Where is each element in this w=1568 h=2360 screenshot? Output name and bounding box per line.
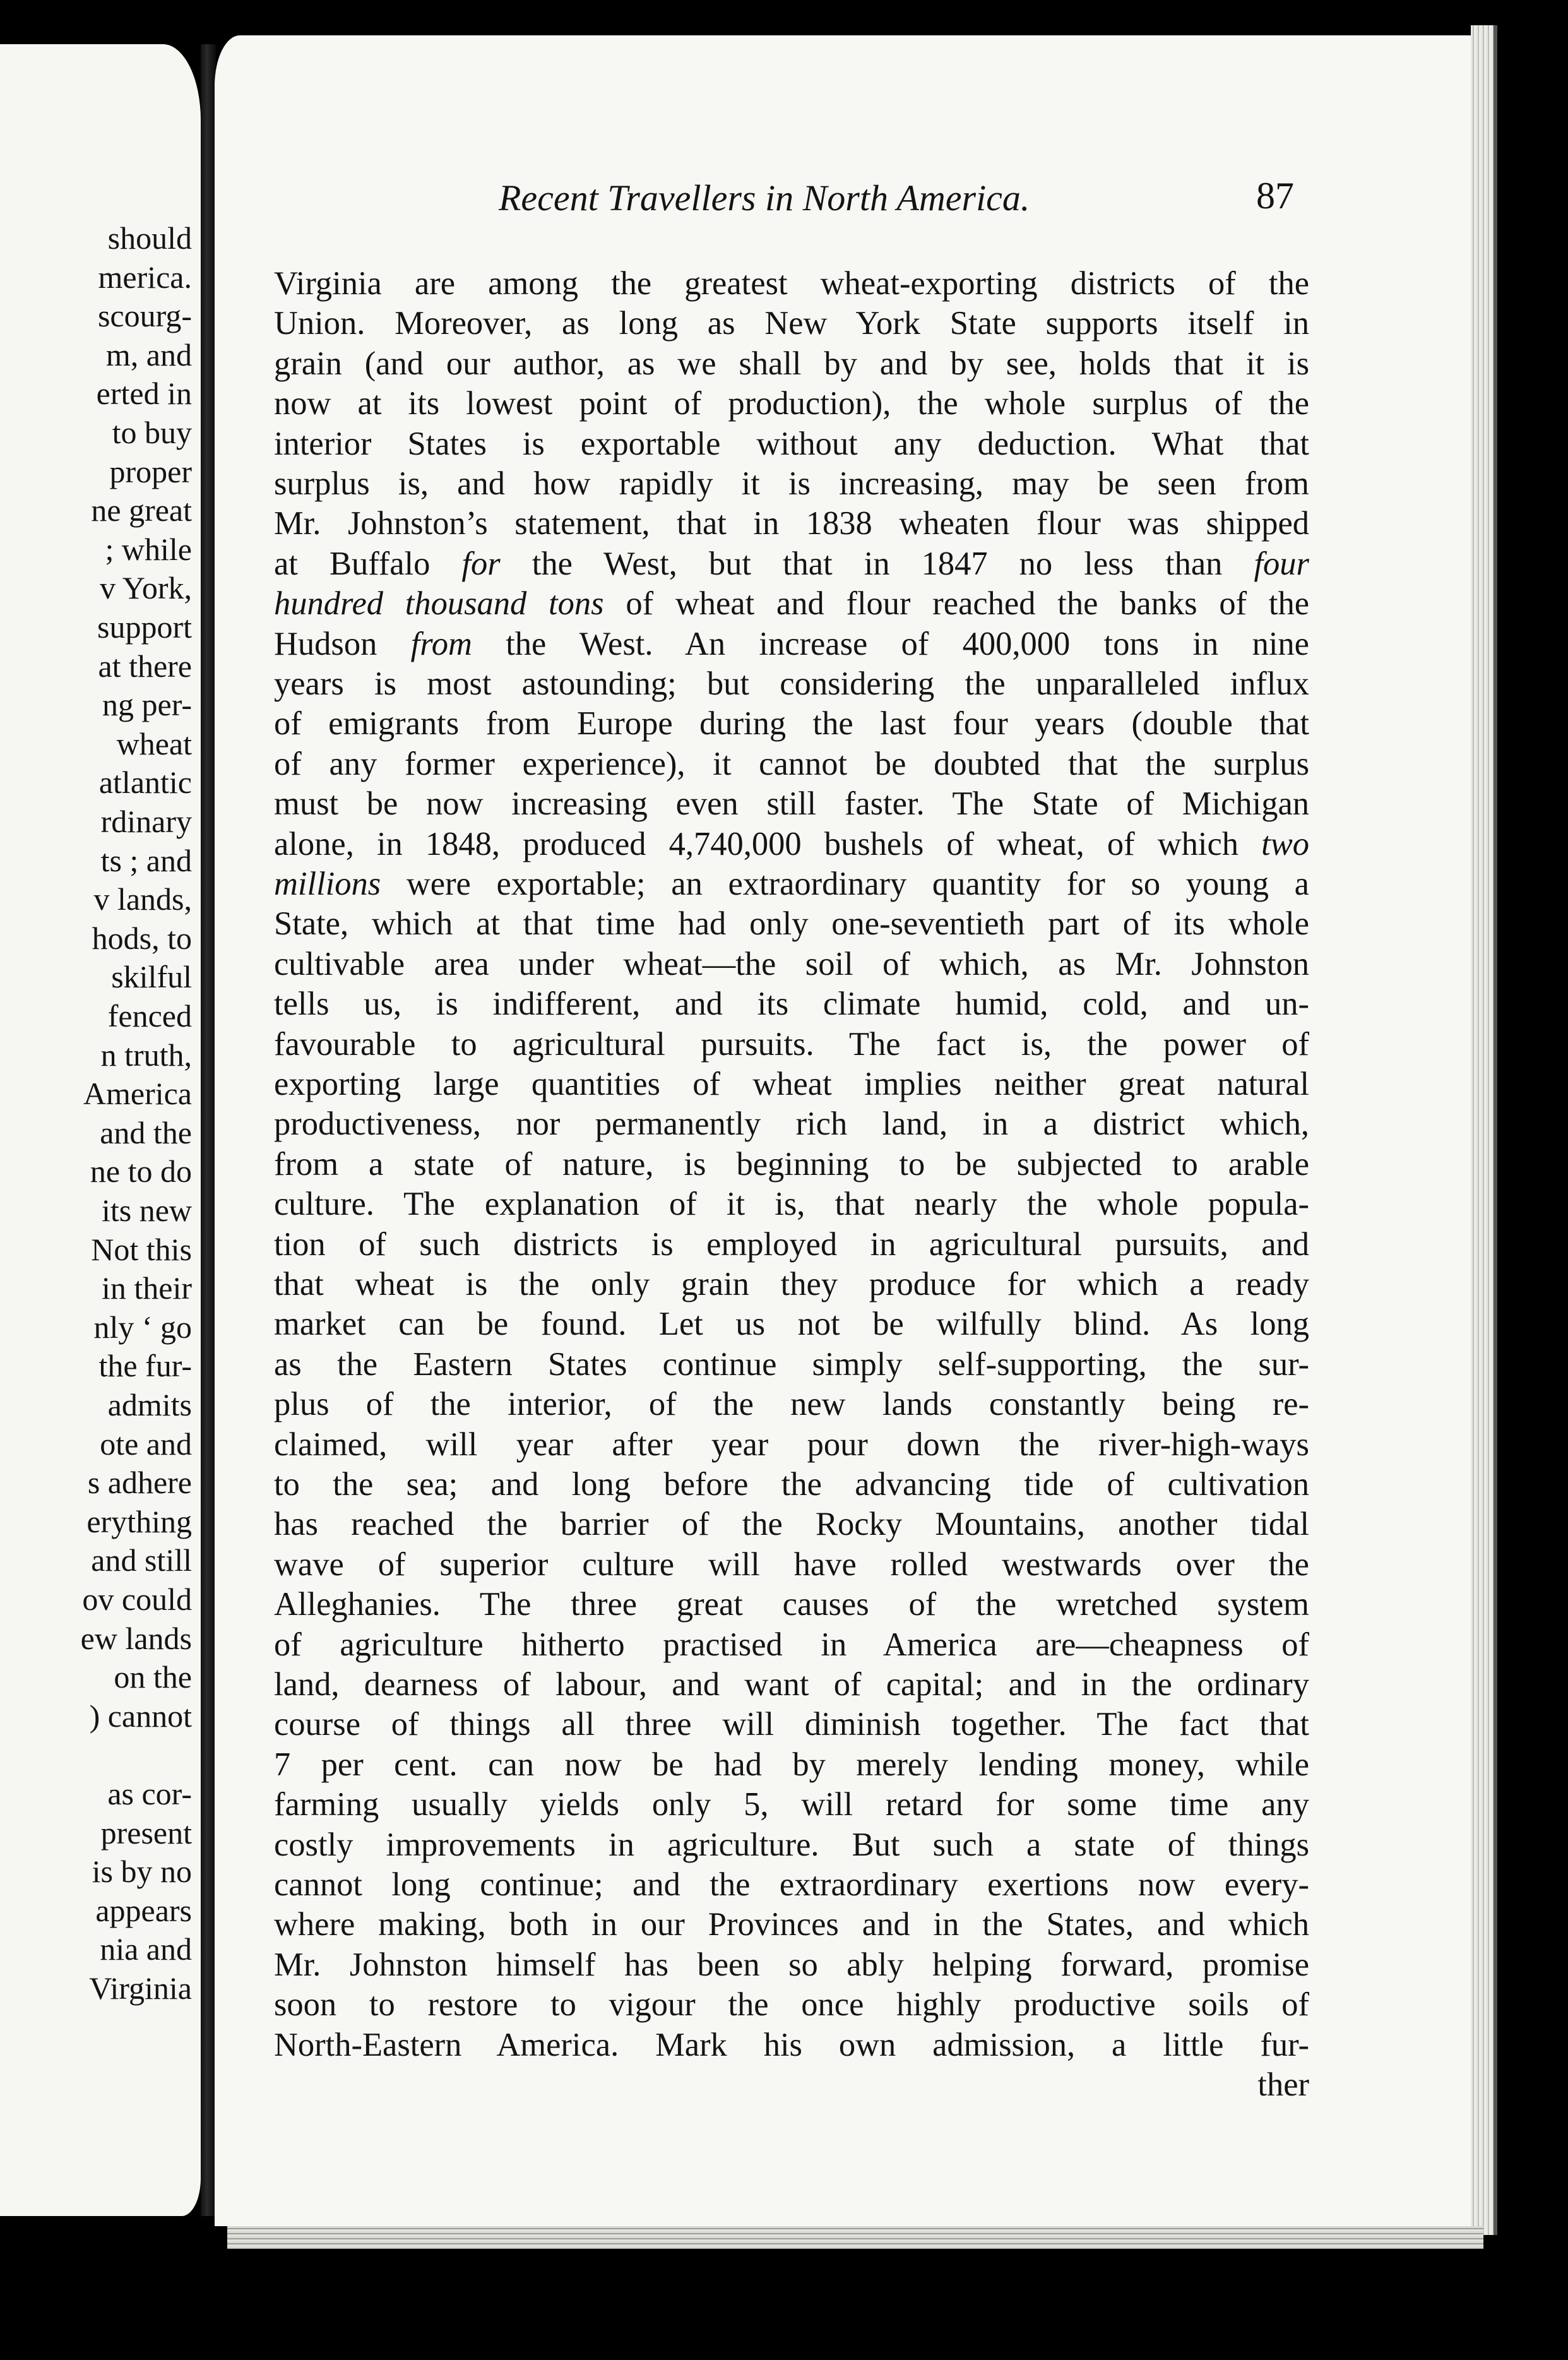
text-line xyxy=(274,784,1309,823)
facing-page-line: ov could xyxy=(82,1582,192,1617)
text-run: surplus is, and how rapidly it is increasing, may be seen from xyxy=(274,465,1309,502)
text-run: Virginia are among the greatest wheat-exporting districts of the xyxy=(274,265,1309,302)
text-line xyxy=(274,344,1309,383)
facing-page-line: America xyxy=(83,1076,192,1112)
facing-page-line: nia and xyxy=(100,1931,192,1967)
facing-page-line: ne to do xyxy=(90,1153,192,1189)
text-run: of emigrants from Europe during the last four years (double that xyxy=(274,705,1309,742)
text-run: cultivable area under wheat—the soil of which, as Mr. Johnston xyxy=(274,945,1309,982)
text-line xyxy=(274,1225,1309,1264)
text-run: favourable to agricultural pursuits. The fact is, the power of xyxy=(274,1025,1309,1063)
facing-page-line: erything xyxy=(86,1503,192,1539)
facing-page-line: present xyxy=(100,1815,192,1850)
italic-text: four xyxy=(1254,545,1309,582)
facing-page-line: and still xyxy=(91,1542,192,1578)
text-line xyxy=(274,1705,1309,1744)
text-run: of agriculture hitherto practised in America are—cheapness of xyxy=(274,1626,1309,1663)
text-run: were exportable; an extraordinary quantity for so young a xyxy=(381,866,1309,902)
text-line xyxy=(274,504,1309,543)
text-line xyxy=(274,904,1309,943)
text-run: wave of superior culture will have rolled westwards over the xyxy=(274,1546,1309,1583)
text-line xyxy=(274,1665,1309,1704)
text-run: of wheat and flour reached the banks of the xyxy=(603,585,1309,623)
italic-text: from xyxy=(410,625,472,662)
italic-text: two xyxy=(1261,825,1309,862)
text-run: Mr. Johnston himself has been so ably helping forward, promise xyxy=(274,1946,1309,1983)
facing-page-line: ; while xyxy=(105,531,192,567)
text-line xyxy=(274,1865,1309,1904)
facing-page-line: ng per- xyxy=(102,687,192,723)
facing-page-line: Virginia xyxy=(89,1970,192,2006)
facing-page-line: v lands, xyxy=(93,881,192,917)
facing-page-line: fenced xyxy=(107,998,192,1034)
text-run: 7 per cent. can now be had by merely lending money, while xyxy=(274,1746,1309,1783)
text-line xyxy=(274,704,1309,743)
facing-page-line: atlantic xyxy=(98,765,192,801)
facing-page-line: at there xyxy=(98,648,192,684)
text-run: course of things all three will diminish together. The fact that xyxy=(274,1706,1309,1743)
text-line xyxy=(274,1745,1309,1784)
text-run: plus of the interior, of the new lands constantly being re- xyxy=(274,1386,1309,1423)
text-line xyxy=(274,1545,1309,1584)
facing-page-line: appears xyxy=(95,1892,192,1928)
italic-text: for xyxy=(461,545,501,582)
text-run: North-Eastern America. Mark his own admission, a little fur- xyxy=(274,2026,1309,2063)
text-run: tion of such districts is employed in agricultural pursuits, and xyxy=(274,1225,1309,1263)
text-run: interior States is exportable without any deduction. What that xyxy=(274,425,1309,462)
facing-page-line: and the xyxy=(100,1114,192,1150)
text-run: farming usually yields only 5, will retard for some time any xyxy=(274,1786,1309,1823)
text-line xyxy=(274,1064,1309,1104)
text-line xyxy=(274,1585,1309,1624)
text-run: exporting large quantities of wheat implies neither great natural xyxy=(274,1066,1309,1102)
text-line xyxy=(274,584,1309,623)
facing-page-line: as cor- xyxy=(107,1776,192,1811)
text-line xyxy=(274,544,1309,583)
facing-page-line: skilful xyxy=(111,959,192,995)
text-run: Hudson xyxy=(274,625,411,662)
facing-page-line: in their xyxy=(101,1270,192,1306)
text-run: cannot long continue; and the extraordinary exertions now every- xyxy=(274,1866,1309,1903)
facing-page-line: the fur- xyxy=(98,1348,192,1384)
text-line xyxy=(274,1184,1309,1224)
text-run: where making, both in our Provinces and in the States, and which xyxy=(274,1906,1309,1943)
text-run: alone, in 1848, produced 4,740,000 bushels of wheat, of which xyxy=(274,825,1262,862)
facing-page-line: ew lands xyxy=(80,1620,192,1656)
facing-page-line: ote and xyxy=(100,1426,192,1462)
facing-page-line: its new xyxy=(101,1193,192,1228)
text-run: Union. Moreover, as long as New York State supports itself in xyxy=(274,305,1309,342)
text-line xyxy=(274,424,1309,463)
italic-text: millions xyxy=(274,866,381,902)
text-run: years is most astounding; but considering the unparalleled influx xyxy=(274,665,1309,702)
running-head: Recent Travellers in North America. xyxy=(499,177,1030,218)
facing-page-line: is by no xyxy=(92,1854,192,1890)
text-run: the West. An increase of 400,000 tons in nine xyxy=(472,625,1309,662)
text-line xyxy=(274,1985,1309,2024)
text-run: must be now increasing even still faster. The State of Michigan xyxy=(274,785,1309,823)
facing-page-line: Not this xyxy=(91,1231,192,1267)
text-run: tells us, is indifferent, and its climate humid, cold, and un- xyxy=(274,986,1309,1023)
text-line xyxy=(274,1265,1309,1304)
text-run: market can be found. Let us not be wilfully blind. As long xyxy=(274,1306,1309,1343)
text-line xyxy=(274,1505,1309,1544)
text-line xyxy=(274,1025,1309,1064)
text-line xyxy=(274,1425,1309,1464)
page-number: 87 xyxy=(1256,175,1294,217)
facing-page-line: support xyxy=(97,609,192,645)
text-run: claimed, will year after year pour down the river-high-ways xyxy=(274,1426,1309,1463)
facing-page-line: hods, to xyxy=(92,920,192,956)
facing-page-line: ne great xyxy=(91,492,192,528)
text-run: now at its lowest point of production), the whole surplus of the xyxy=(274,385,1309,422)
facing-page-line: n truth, xyxy=(100,1037,192,1073)
page-edge xyxy=(1471,25,1497,2235)
text-line xyxy=(274,384,1309,423)
facing-page-line: admits xyxy=(107,1387,192,1422)
facing-page xyxy=(0,44,201,2216)
text-run: at Buffalo xyxy=(274,545,462,582)
text-run: Mr. Johnston’s statement, that in 1838 wheaten flour was shipped xyxy=(274,505,1309,542)
facing-page-line: s adhere xyxy=(87,1465,192,1501)
text-line xyxy=(274,1465,1309,1504)
text-line xyxy=(274,744,1309,784)
text-run: soon to restore to vigour the once highly productive soils of xyxy=(274,1986,1309,2023)
text-line xyxy=(274,1104,1309,1143)
text-run: Alleghanies. The three great causes of the wretched system xyxy=(274,1586,1309,1623)
facing-page-line: should xyxy=(107,220,192,256)
text-run: of any former experience), it cannot be doubted that the surplus xyxy=(274,745,1309,782)
text-line xyxy=(274,664,1309,703)
text-run: productiveness, nor permanently rich land, in a district which, xyxy=(274,1106,1309,1143)
facing-page-line: nly ‘ go xyxy=(93,1309,192,1345)
facing-page-line: v York, xyxy=(100,570,192,606)
text-line xyxy=(274,1945,1309,1984)
text-run: the West, but that in 1847 no less than xyxy=(500,545,1254,582)
facing-page-line: rdinary xyxy=(100,804,192,839)
text-line xyxy=(274,945,1309,984)
text-line xyxy=(274,984,1309,1023)
facing-page-line: on the xyxy=(114,1659,192,1695)
text-line xyxy=(274,1825,1309,1864)
text-run: grain (and our author, as we shall by and by see, holds that it is xyxy=(274,345,1309,382)
facing-page-line: to buy xyxy=(112,415,192,450)
page-bottom-edge xyxy=(227,2226,1483,2249)
text-line xyxy=(274,1345,1309,1384)
facing-page-line: merica. xyxy=(98,259,192,295)
facing-page-line: scourg- xyxy=(97,298,192,334)
text-line xyxy=(274,1785,1309,1824)
text-run: as the Eastern States continue simply self-supporting, the sur- xyxy=(274,1345,1309,1383)
text-line xyxy=(274,864,1309,903)
text-line xyxy=(274,624,1309,664)
facing-page-line: m, and xyxy=(105,337,192,372)
facing-page-line: ts ; and xyxy=(100,842,192,878)
text-line xyxy=(274,825,1309,864)
text-line xyxy=(274,1625,1309,1664)
facing-page-line: erted in xyxy=(96,376,192,412)
facing-page-line: proper xyxy=(109,453,192,489)
text-line xyxy=(274,1304,1309,1344)
text-run: has reached the barrier of the Rocky Mountains, another tidal xyxy=(274,1506,1309,1543)
text-line xyxy=(274,1905,1309,1944)
facing-page-line: wheat xyxy=(116,725,192,761)
text-run: State, which at that time had only one-seventieth part of its whole xyxy=(274,905,1309,943)
text-line xyxy=(274,304,1309,343)
italic-text: hundred thousand tons xyxy=(274,585,604,623)
text-run: to the sea; and long before the advancing tide of cultivation xyxy=(274,1466,1309,1503)
text-run: culture. The explanation of it is, that nearly the whole popula- xyxy=(274,1186,1309,1223)
text-line xyxy=(274,2025,1309,2065)
facing-page-line: ) cannot xyxy=(89,1698,192,1734)
catchword: ther xyxy=(1257,2066,1309,2103)
text-line xyxy=(274,1385,1309,1424)
text-line xyxy=(274,1145,1309,1184)
text-run: from a state of nature, is beginning to be subjected to arable xyxy=(274,1145,1309,1183)
text-line xyxy=(274,264,1309,303)
text-line xyxy=(274,464,1309,503)
book-gutter xyxy=(201,44,216,2216)
text-run: that wheat is the only grain they produce for which a ready xyxy=(274,1266,1309,1302)
text-run: costly improvements in agriculture. But such a state of things xyxy=(274,1826,1309,1863)
text-run: land, dearness of labour, and want of capital; and in the ordinary xyxy=(274,1666,1309,1703)
